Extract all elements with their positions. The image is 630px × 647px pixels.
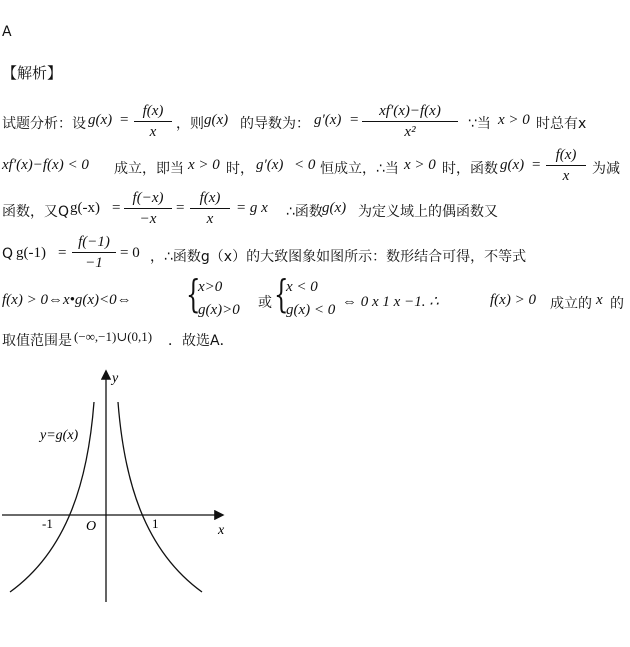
graph-figure	[0, 360, 240, 610]
line4-g-neg1: g(-1)	[16, 245, 46, 261]
line1-because: ∵当	[468, 116, 491, 132]
line2-fraction	[546, 146, 586, 185]
line1-g-again: g(x)	[204, 112, 229, 128]
line1-then: ，则	[176, 116, 204, 132]
line3-g-neg: g(-x)	[70, 200, 100, 216]
line1-frac-den: x	[149, 124, 157, 140]
section-title: 【解析】	[2, 64, 63, 82]
line2-g: g(x)	[500, 157, 525, 173]
line1-cond: x > 0	[498, 112, 530, 128]
line6-t1: 取值范围是	[2, 333, 72, 349]
tick-label-one: 1	[152, 516, 159, 531]
line4-t2: ，∴函数g（x）的大致图象如图所示：数形结合可得，不等式	[150, 249, 527, 265]
line2-c2: x > 0	[404, 157, 436, 173]
line3-fraction-2	[190, 189, 230, 228]
line6-t2: ．故选A．	[168, 333, 234, 349]
line2-t2: 时，	[226, 161, 254, 177]
line1-derivative-fraction	[362, 102, 458, 141]
line4-den: −1	[85, 255, 103, 271]
line4-fraction	[72, 233, 116, 272]
line2-num: f(x)	[555, 147, 577, 163]
line3-eq3: = g x	[236, 200, 268, 216]
line2-eq: =	[532, 157, 541, 173]
line4-t1: Q	[2, 246, 14, 262]
line5-sys1-b: g(x)>0	[198, 302, 240, 318]
line1-tail: 时总有x	[536, 116, 587, 132]
line1-frac-num: f(x)	[142, 103, 164, 119]
line1-fraction	[134, 102, 172, 141]
line1-d-num: xf′(x)−f(x)	[379, 103, 441, 119]
line3-t1: 函数，又Q	[2, 204, 70, 220]
tick-label-neg-one: -1	[42, 516, 53, 531]
curve-label: y=g(x)	[40, 428, 79, 443]
line5-t2: 的	[610, 296, 624, 312]
line2-den: x	[562, 168, 570, 184]
system2-brace: {	[274, 272, 289, 316]
answer-letter: A	[2, 24, 12, 40]
line2-t4: 时，函数	[442, 161, 498, 177]
line6-range: (−∞,−1)∪(0,1)	[74, 329, 153, 344]
curve-right-branch	[118, 402, 202, 592]
line5-var: x	[596, 292, 603, 308]
y-axis-label: y	[112, 371, 119, 386]
line5-sys1-a: x>0	[198, 279, 223, 295]
line1-g: g(x)	[88, 112, 113, 128]
line1-derivative-text: 的导数为：	[240, 116, 310, 132]
line2-t1: 成立，即当	[114, 161, 184, 177]
line3-den2: x	[206, 211, 214, 227]
line3-den1: −x	[139, 211, 157, 227]
line5-or: 或	[258, 295, 272, 311]
line1-d-den: x²	[404, 124, 416, 140]
line4-num: f(−1)	[78, 234, 110, 250]
line4-eq: =	[58, 245, 67, 261]
line3-num2: f(x)	[199, 190, 221, 206]
line5-result: ⇔ 0 x 1 x −1. ∴	[342, 294, 439, 310]
line3-num1: f(−x)	[132, 190, 164, 206]
line1-g-prime: g′(x)	[314, 112, 342, 128]
line3-t2: ∴函数	[286, 204, 323, 220]
x-axis-label: x	[218, 523, 225, 538]
line5-ineq: f(x) > 0⇔x•g(x)<0⇔	[2, 292, 132, 308]
line3-eq: =	[112, 200, 121, 216]
line2-lt: < 0	[294, 157, 316, 173]
line2-gp: g′(x)	[256, 157, 284, 173]
system1-brace: {	[186, 272, 201, 316]
line5-cond: f(x) > 0	[490, 292, 536, 308]
line4-eq0: = 0	[120, 245, 140, 261]
line3-fraction-1	[124, 189, 172, 228]
line3-g: g(x)	[322, 200, 347, 216]
line5-t1: 成立的	[550, 296, 592, 312]
line1-lead: 试题分析：设	[2, 116, 86, 132]
line2-t3: 恒成立，∴当	[320, 161, 399, 177]
line5-sys2-a: x < 0	[286, 279, 318, 295]
line1-eq: =	[120, 112, 129, 128]
line5-sys2-b: g(x) < 0	[286, 302, 336, 318]
line2-c1: x > 0	[188, 157, 220, 173]
line3-t3: 为定义域上的偶函数又	[358, 204, 498, 220]
line1-eq2: =	[350, 112, 359, 128]
origin-label: O	[86, 519, 97, 534]
line2-expr: xf′(x)−f(x) < 0	[2, 157, 89, 173]
line2-t5: 为减	[592, 161, 620, 177]
line3-eq2: =	[176, 200, 185, 216]
